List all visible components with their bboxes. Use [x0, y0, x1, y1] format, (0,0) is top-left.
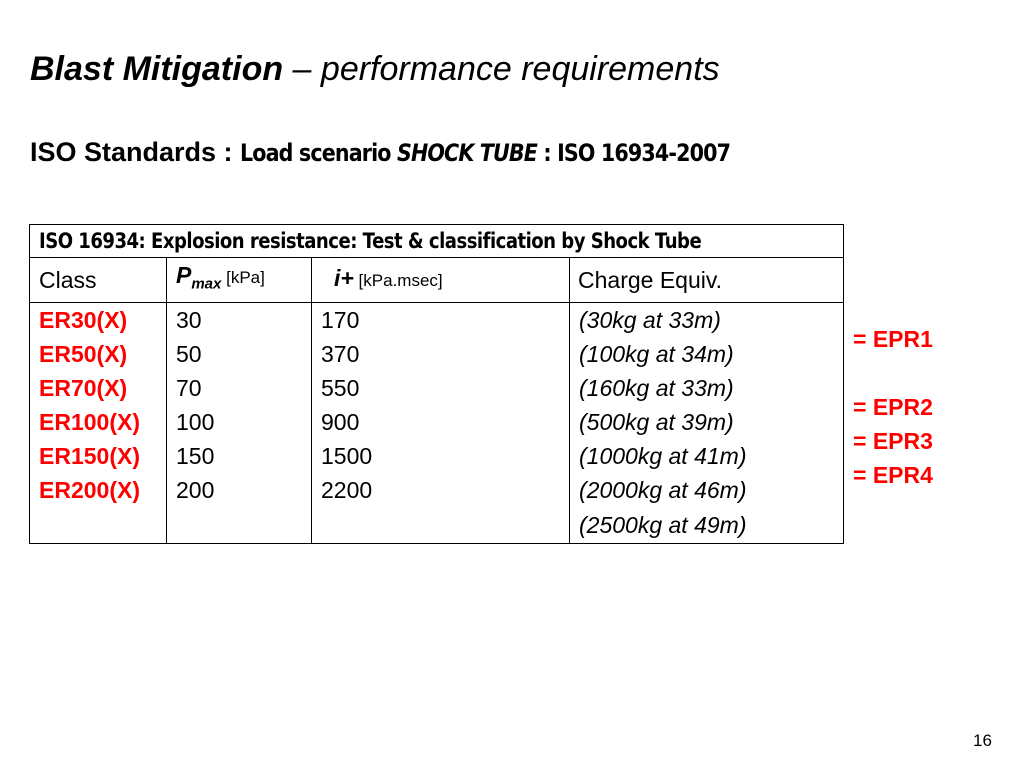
table-caption	[30, 225, 844, 258]
row-pmax: 70	[167, 371, 312, 405]
table-row	[30, 405, 844, 439]
slide-subtitle	[30, 137, 810, 168]
row-pmax: 150	[167, 439, 312, 473]
row-pmax: 200	[167, 473, 312, 507]
row-pmax: 50	[167, 337, 312, 371]
header-impulse-unit: [kPa.msec]	[353, 271, 443, 291]
row-impulse: 2200	[312, 473, 570, 507]
epr-label: = EPR4	[853, 462, 933, 488]
row-class: ER50(X)	[30, 337, 167, 371]
row-charge: (160kg at 33m)	[570, 371, 844, 405]
table-row	[30, 337, 844, 371]
row-class: ER200(X)	[30, 473, 167, 507]
epr-label: = EPR3	[853, 428, 933, 454]
epr-label: = EPR1	[853, 326, 933, 352]
row-charge: (100kg at 34m)	[570, 337, 844, 371]
header-impulse-symbol: i+	[334, 265, 354, 292]
table-row	[30, 439, 844, 473]
table-caption-row	[30, 225, 844, 258]
row-class	[30, 507, 167, 544]
row-pmax: 30	[167, 302, 312, 337]
table-row	[30, 302, 844, 337]
iso-classification-table	[29, 224, 844, 544]
header-pmax	[167, 258, 312, 303]
row-impulse: 900	[312, 405, 570, 439]
row-impulse: 550	[312, 371, 570, 405]
subtitle-em: SHOCK TUBE	[396, 139, 538, 167]
row-charge: (500kg at 39m)	[570, 405, 844, 439]
header-charge: Charge Equiv.	[570, 258, 844, 303]
epr-label: = EPR2	[853, 394, 933, 420]
title-rest: – performance requirements	[283, 50, 720, 88]
row-impulse: 1500	[312, 439, 570, 473]
row-class: ER100(X)	[30, 405, 167, 439]
header-impulse	[312, 258, 570, 303]
table-caption-text: ISO 16934: Explosion resistance: Test & classification by Shock Tube	[39, 229, 702, 253]
row-class: ER150(X)	[30, 439, 167, 473]
row-pmax: 100	[167, 405, 312, 439]
row-charge: (1000kg at 41m)	[570, 439, 844, 473]
page-number: 16	[973, 731, 992, 750]
header-pmax-symbol: P	[176, 262, 192, 288]
title-bold: Blast Mitigation	[30, 50, 284, 88]
subtitle-lead: ISO Standards :	[30, 137, 241, 167]
header-pmax-sub: max	[191, 275, 222, 293]
row-impulse	[312, 507, 570, 544]
table-header-row	[30, 258, 844, 303]
header-class: Class	[30, 258, 167, 303]
row-impulse: 370	[312, 337, 570, 371]
row-impulse: 170	[312, 302, 570, 337]
table-row	[30, 507, 844, 544]
row-class: ER30(X)	[30, 302, 167, 337]
row-class: ER70(X)	[30, 371, 167, 405]
header-pmax-unit: [kPa]	[221, 268, 265, 287]
slide-title	[30, 50, 720, 89]
subtitle-tail: : ISO 16934-2007	[537, 139, 731, 167]
row-charge: (2000kg at 46m)	[570, 473, 844, 507]
row-charge: (2500kg at 49m)	[570, 507, 844, 544]
table-row	[30, 473, 844, 507]
subtitle-mid: Load scenario	[240, 139, 397, 167]
table-row	[30, 371, 844, 405]
row-pmax	[167, 507, 312, 544]
subtitle-detail	[240, 139, 730, 167]
row-charge: (30kg at 33m)	[570, 302, 844, 337]
